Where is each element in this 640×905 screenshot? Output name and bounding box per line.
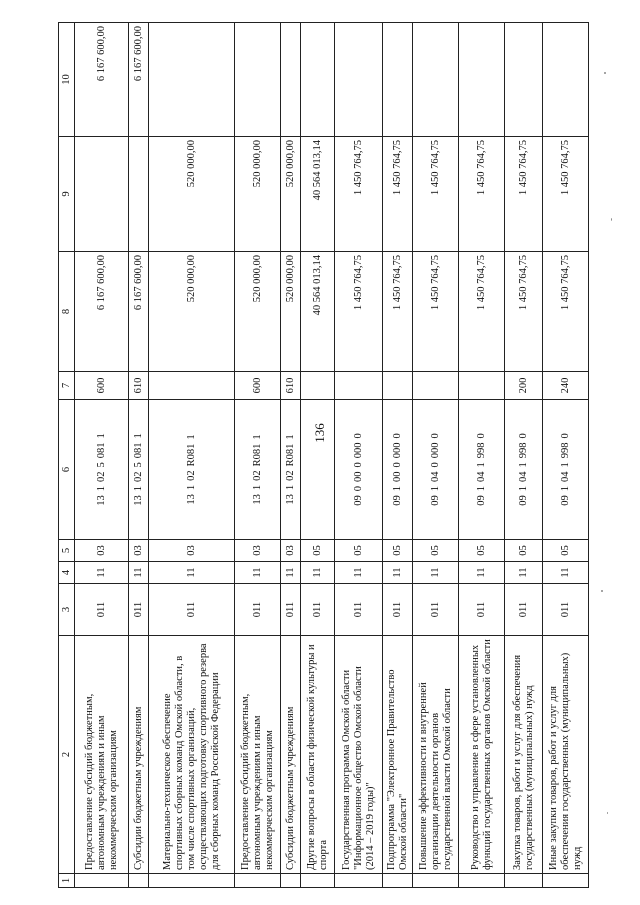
regional-funds-cell bbox=[235, 23, 281, 137]
grbs-code-cell: 011 bbox=[235, 584, 281, 636]
row-index-cell bbox=[235, 874, 281, 888]
row-index-cell bbox=[301, 874, 335, 888]
total-amount-cell: 6 167 600,00 bbox=[129, 252, 149, 372]
item-name-cell: Закупка товаров, работ и услуг для обеспечения государственных (муниципальных) нужд bbox=[505, 636, 543, 874]
target-article-part: 1 bbox=[185, 434, 197, 440]
item-name-cell: Иные закупки товаров, работ и услуг для обеспечения государственных (муниципальных) нужд bbox=[543, 636, 589, 874]
scan-speck bbox=[601, 590, 603, 592]
target-article-part: 00 bbox=[391, 471, 403, 482]
target-article-part: 0 bbox=[559, 433, 571, 439]
row-index-cell bbox=[543, 874, 589, 888]
table-row bbox=[301, 23, 335, 888]
scan-speck bbox=[604, 72, 606, 74]
target-article-part: 04 bbox=[517, 471, 529, 482]
table-row bbox=[281, 23, 301, 888]
table-row bbox=[413, 23, 459, 888]
target-article-part: 5 bbox=[132, 462, 144, 468]
regional-funds-cell bbox=[383, 23, 413, 137]
total-amount-cell: 1 450 764,75 bbox=[383, 252, 413, 372]
target-article-part: 1 bbox=[475, 462, 487, 468]
target-article-part: 0 bbox=[352, 462, 364, 468]
grbs-code-cell: 011 bbox=[129, 584, 149, 636]
section-code-cell: 11 bbox=[149, 562, 235, 584]
target-article-part: 1 bbox=[559, 486, 571, 492]
table-row bbox=[543, 23, 589, 888]
regional-funds-cell bbox=[281, 23, 301, 137]
target-article-part: 13 bbox=[185, 494, 197, 505]
column-header-3: 3 bbox=[59, 584, 75, 636]
target-article-cell bbox=[413, 400, 459, 540]
federal-funds-cell: 520 000,00 bbox=[235, 137, 281, 252]
target-article-part: 13 bbox=[132, 495, 144, 506]
regional-funds-cell bbox=[149, 23, 235, 137]
target-article-cell bbox=[335, 400, 383, 540]
grbs-code-cell: 011 bbox=[413, 584, 459, 636]
target-article-cell bbox=[235, 400, 281, 540]
grbs-code-cell: 011 bbox=[459, 584, 505, 636]
budget-table bbox=[58, 22, 589, 888]
subsection-code-cell: 05 bbox=[543, 540, 589, 562]
target-article-cell bbox=[301, 400, 335, 540]
federal-funds-cell: 40 564 013,14 bbox=[301, 137, 335, 252]
row-index-cell bbox=[335, 874, 383, 888]
target-article-part: 1 bbox=[251, 484, 263, 491]
expense-type-cell bbox=[459, 372, 505, 400]
column-header-6: 6 bbox=[59, 400, 75, 540]
section-code-cell: 11 bbox=[543, 562, 589, 584]
row-index-cell bbox=[505, 874, 543, 888]
regional-funds-cell bbox=[543, 23, 589, 137]
subsection-code-cell: 05 bbox=[459, 540, 505, 562]
target-article-part: 1 bbox=[559, 462, 571, 468]
target-article-part: 04 bbox=[429, 471, 441, 482]
item-name-cell: Руководство и управление в сфере установленных функций государственных органов Омской области bbox=[459, 636, 505, 874]
section-code-cell: 11 bbox=[281, 562, 301, 584]
item-name-cell: Государственная программа Омской области "Информационное общество Омской области (2014 – 2019 годы)" bbox=[335, 636, 383, 874]
target-article-part: 0 bbox=[352, 486, 364, 492]
target-article-part: 0 bbox=[391, 433, 403, 439]
total-amount-cell: 1 450 764,75 bbox=[413, 252, 459, 372]
federal-funds-cell: 1 450 764,75 bbox=[413, 137, 459, 252]
section-code-cell: 11 bbox=[335, 562, 383, 584]
federal-funds-cell: 520 000,00 bbox=[149, 137, 235, 252]
column-header-2: 2 bbox=[59, 636, 75, 874]
column-header-1: 1 bbox=[59, 874, 75, 888]
target-article-part: 13 bbox=[284, 494, 296, 505]
expense-type-cell: 200 bbox=[505, 372, 543, 400]
item-name-cell: Другие вопросы в области физической культуры и спорта bbox=[301, 636, 335, 874]
total-amount-cell: 1 450 764,75 bbox=[335, 252, 383, 372]
grbs-code-cell: 011 bbox=[335, 584, 383, 636]
total-amount-cell: 520 000,00 bbox=[235, 252, 281, 372]
target-article-part: 00 bbox=[352, 471, 364, 482]
item-name-cell: Подпрограмма "Электронное Правительство Омской области" bbox=[383, 636, 413, 874]
page-number: 136 bbox=[311, 423, 327, 443]
target-article-part: R081 bbox=[251, 443, 263, 467]
table-row bbox=[129, 23, 149, 888]
column-header-9: 9 bbox=[59, 137, 75, 252]
federal-funds-cell: 520 000,00 bbox=[281, 137, 301, 252]
target-article-part: 02 bbox=[95, 471, 107, 482]
subsection-code-cell: 05 bbox=[413, 540, 459, 562]
total-amount-cell: 1 450 764,75 bbox=[459, 252, 505, 372]
grbs-code-cell: 011 bbox=[383, 584, 413, 636]
column-header-8: 8 bbox=[59, 252, 75, 372]
column-header-5: 5 bbox=[59, 540, 75, 562]
total-amount-cell: 1 450 764,75 bbox=[543, 252, 589, 372]
target-article-part: 1 bbox=[251, 434, 263, 440]
regional-funds-cell bbox=[335, 23, 383, 137]
section-code-cell: 11 bbox=[235, 562, 281, 584]
target-article-part: 0 bbox=[429, 462, 441, 468]
section-code-cell: 11 bbox=[459, 562, 505, 584]
target-article-part: 1 bbox=[517, 486, 529, 492]
regional-funds-cell bbox=[301, 23, 335, 137]
federal-funds-cell: 1 450 764,75 bbox=[335, 137, 383, 252]
subsection-code-cell: 05 bbox=[335, 540, 383, 562]
expense-type-cell bbox=[413, 372, 459, 400]
total-amount-cell: 1 450 764,75 bbox=[505, 252, 543, 372]
target-article-part: 0 bbox=[391, 462, 403, 468]
column-header-10: 10 bbox=[59, 23, 75, 137]
table-row bbox=[149, 23, 235, 888]
row-index-cell bbox=[281, 874, 301, 888]
row-index-cell bbox=[459, 874, 505, 888]
target-article-part: 998 bbox=[559, 442, 571, 459]
expense-type-cell: 610 bbox=[129, 372, 149, 400]
subsection-code-cell: 03 bbox=[75, 540, 129, 562]
target-article-part: 998 bbox=[517, 442, 529, 459]
federal-funds-cell: 1 450 764,75 bbox=[383, 137, 413, 252]
table-row bbox=[75, 23, 129, 888]
target-article-part: 081 bbox=[95, 442, 107, 459]
target-article-part: 1 bbox=[391, 486, 403, 492]
grbs-code-cell: 011 bbox=[281, 584, 301, 636]
expense-type-cell: 600 bbox=[235, 372, 281, 400]
target-article-part: 09 bbox=[517, 495, 529, 506]
row-index-cell bbox=[413, 874, 459, 888]
expense-type-cell: 610 bbox=[281, 372, 301, 400]
target-article-part: 09 bbox=[559, 495, 571, 506]
expense-type-cell bbox=[149, 372, 235, 400]
target-article-part: 13 bbox=[95, 495, 107, 506]
target-article-part: 09 bbox=[429, 495, 441, 506]
target-article-cell bbox=[383, 400, 413, 540]
target-article-part: 0 bbox=[475, 433, 487, 439]
expense-type-cell: 240 bbox=[543, 372, 589, 400]
target-article-part: 1 bbox=[132, 433, 144, 439]
target-article-part: 0 bbox=[429, 433, 441, 439]
target-article-part: 998 bbox=[475, 442, 487, 459]
item-name-cell: Материально-техническое обеспечение спортивных сборных команд Омской области, в том числе спортивных организаций, осуществляющих подготовку спортивного резерва для сборных команд Российской Федерации bbox=[149, 636, 235, 874]
target-article-part: 02 bbox=[132, 471, 144, 482]
table-row bbox=[459, 23, 505, 888]
target-article-part: 5 bbox=[95, 462, 107, 468]
column-header-7: 7 bbox=[59, 372, 75, 400]
total-amount-cell: 520 000,00 bbox=[281, 252, 301, 372]
expense-type-cell bbox=[383, 372, 413, 400]
target-article-part: 1 bbox=[429, 486, 441, 492]
target-article-part: 09 bbox=[391, 495, 403, 506]
subsection-code-cell: 05 bbox=[505, 540, 543, 562]
table-row bbox=[235, 23, 281, 888]
scan-speck bbox=[607, 812, 608, 814]
target-article-part: 000 bbox=[391, 442, 403, 459]
section-code-cell: 11 bbox=[505, 562, 543, 584]
regional-funds-cell: 6 167 600,00 bbox=[75, 23, 129, 137]
target-article-part: 081 bbox=[132, 442, 144, 459]
regional-funds-cell bbox=[505, 23, 543, 137]
row-index-cell bbox=[149, 874, 235, 888]
target-article-cell bbox=[75, 400, 129, 540]
target-article-part: 000 bbox=[352, 442, 364, 459]
target-article-part: R081 bbox=[185, 443, 197, 467]
target-article-part: 1 bbox=[95, 486, 107, 492]
expense-type-cell bbox=[335, 372, 383, 400]
target-article-part: 09 bbox=[352, 495, 364, 506]
target-article-part: 1 bbox=[284, 434, 296, 440]
target-article-part: 13 bbox=[251, 494, 263, 505]
item-name-cell: Повышение эффективности и внутренней организации деятельности органов государственной власти Омской области bbox=[413, 636, 459, 874]
target-article-part: 02 bbox=[251, 470, 263, 481]
table-body bbox=[75, 23, 589, 888]
target-article-part: 04 bbox=[559, 471, 571, 482]
regional-funds-cell: 6 167 600,00 bbox=[129, 23, 149, 137]
table-row bbox=[383, 23, 413, 888]
target-article-cell bbox=[129, 400, 149, 540]
section-code-cell: 11 bbox=[383, 562, 413, 584]
target-article-cell bbox=[505, 400, 543, 540]
target-article-part: R081 bbox=[284, 443, 296, 467]
federal-funds-cell: 1 450 764,75 bbox=[459, 137, 505, 252]
total-amount-cell: 40 564 013,14 bbox=[301, 252, 335, 372]
expense-type-cell bbox=[301, 372, 335, 400]
target-article-part: 000 bbox=[429, 442, 441, 459]
target-article-part: 1 bbox=[185, 484, 197, 491]
federal-funds-cell bbox=[75, 137, 129, 252]
section-code-cell: 11 bbox=[301, 562, 335, 584]
target-article-part: 1 bbox=[284, 484, 296, 491]
row-index-cell bbox=[75, 874, 129, 888]
target-article-cell bbox=[543, 400, 589, 540]
section-code-cell: 11 bbox=[413, 562, 459, 584]
item-name-cell: Субсидии бюджетным учреждениям bbox=[281, 636, 301, 874]
subsection-code-cell: 05 bbox=[383, 540, 413, 562]
target-article-part: 0 bbox=[517, 433, 529, 439]
regional-funds-cell bbox=[413, 23, 459, 137]
table-row bbox=[335, 23, 383, 888]
federal-funds-cell bbox=[129, 137, 149, 252]
target-article-part: 09 bbox=[475, 495, 487, 506]
regional-funds-cell bbox=[459, 23, 505, 137]
target-article-part: 02 bbox=[185, 470, 197, 481]
federal-funds-cell: 1 450 764,75 bbox=[543, 137, 589, 252]
table-row bbox=[505, 23, 543, 888]
subsection-code-cell: 05 bbox=[301, 540, 335, 562]
target-article-part: 04 bbox=[475, 471, 487, 482]
item-name-cell: Предоставление субсидий бюджетным, автономным учреждениям и иным некоммерческим организациям bbox=[235, 636, 281, 874]
subsection-code-cell: 03 bbox=[149, 540, 235, 562]
federal-funds-cell: 1 450 764,75 bbox=[505, 137, 543, 252]
item-name-cell: Предоставление субсидий бюджетным, автономным учреждениям и иным некоммерческим организациям bbox=[75, 636, 129, 874]
grbs-code-cell: 011 bbox=[543, 584, 589, 636]
scan-speck bbox=[611, 218, 612, 221]
subsection-code-cell: 03 bbox=[281, 540, 301, 562]
grbs-code-cell: 011 bbox=[505, 584, 543, 636]
target-article-cell bbox=[149, 400, 235, 540]
target-article-part: 0 bbox=[352, 433, 364, 439]
item-name-cell: Субсидии бюджетным учреждениям bbox=[129, 636, 149, 874]
target-article-part: 1 bbox=[95, 433, 107, 439]
target-article-part: 1 bbox=[475, 486, 487, 492]
header-row bbox=[59, 23, 75, 888]
target-article-cell bbox=[459, 400, 505, 540]
grbs-code-cell: 011 bbox=[149, 584, 235, 636]
grbs-code-cell: 011 bbox=[301, 584, 335, 636]
target-article-part: 1 bbox=[132, 486, 144, 492]
column-header-4: 4 bbox=[59, 562, 75, 584]
budget-table-sheet bbox=[58, 23, 618, 888]
target-article-cell bbox=[281, 400, 301, 540]
total-amount-cell: 520 000,00 bbox=[149, 252, 235, 372]
target-article-part: 1 bbox=[517, 462, 529, 468]
section-code-cell: 11 bbox=[129, 562, 149, 584]
row-index-cell bbox=[383, 874, 413, 888]
grbs-code-cell: 011 bbox=[75, 584, 129, 636]
target-article-part: 02 bbox=[284, 470, 296, 481]
subsection-code-cell: 03 bbox=[129, 540, 149, 562]
subsection-code-cell: 03 bbox=[235, 540, 281, 562]
expense-type-cell: 600 bbox=[75, 372, 129, 400]
section-code-cell: 11 bbox=[75, 562, 129, 584]
row-index-cell bbox=[129, 874, 149, 888]
total-amount-cell: 6 167 600,00 bbox=[75, 252, 129, 372]
